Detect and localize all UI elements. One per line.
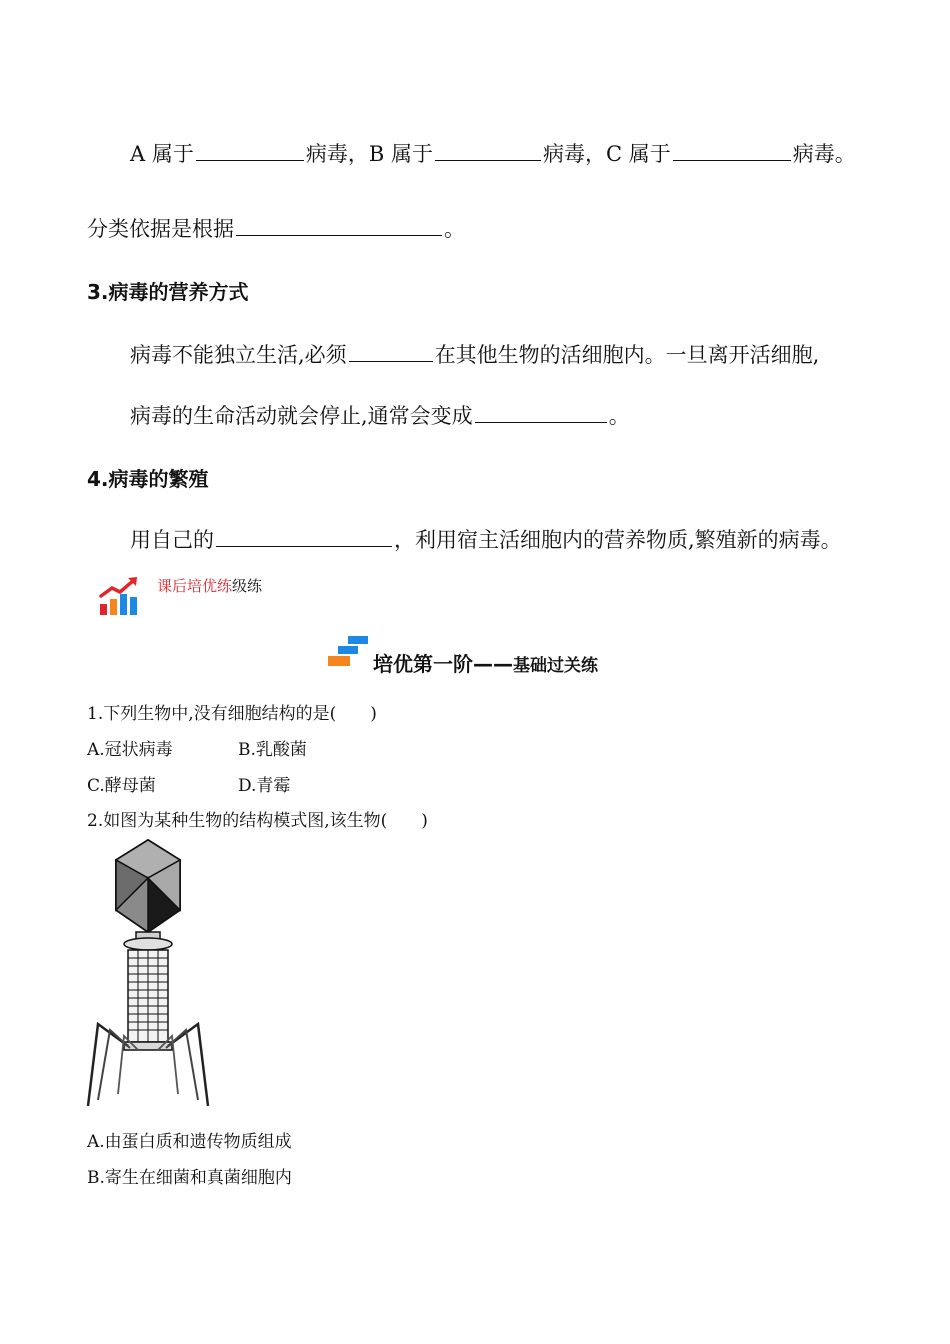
- question-2: 2.如图为某种生物的结构模式图,该生物( ): [87, 811, 428, 831]
- blank-parasite[interactable]: [349, 341, 433, 362]
- fill-line-basis: [87, 213, 465, 243]
- growth-chart-icon: [98, 574, 142, 616]
- blank-crystal[interactable]: [475, 402, 607, 423]
- section-3-line-1: [130, 339, 819, 369]
- label-c: C 属于: [605, 142, 671, 166]
- blank-genetic[interactable]: [216, 526, 392, 547]
- steps-icon: [328, 636, 370, 668]
- s3-l2-suffix: 。: [608, 404, 630, 428]
- q2-option-a[interactable]: A.由蛋白质和遗传物质组成: [87, 1132, 292, 1152]
- basis-label: 分类依据是根据: [87, 217, 234, 241]
- section-3-title: 3.病毒的营养方式: [87, 280, 249, 304]
- s3-l1-prefix: 病毒不能独立生活,必须: [130, 343, 347, 367]
- q1-option-b[interactable]: B.乳酸菌: [238, 740, 307, 760]
- banner-label-red: 课后培优练: [157, 577, 233, 595]
- label-a-suffix: 病毒，: [305, 142, 369, 166]
- blank-b[interactable]: [435, 140, 541, 161]
- stage-title-sub: 基础过关练: [513, 656, 598, 676]
- q1-option-d[interactable]: D.青霉: [238, 776, 291, 796]
- stage-title-main: 培优第一阶——: [373, 652, 513, 676]
- label-b: B 属于: [368, 142, 433, 166]
- label-b-suffix: 病毒，: [542, 142, 606, 166]
- blank-c[interactable]: [673, 140, 791, 161]
- banner-label-black: 级练: [232, 577, 263, 595]
- label-c-suffix: 病毒。: [792, 142, 856, 166]
- section-3-line-2: [130, 400, 630, 430]
- blank-a[interactable]: [196, 140, 304, 161]
- q1-option-a[interactable]: A.冠状病毒: [87, 740, 173, 760]
- basis-suffix: 。: [444, 217, 465, 241]
- question-1: 1.下列生物中,没有细胞结构的是( ): [87, 704, 377, 724]
- s3-l1-suffix: 在其他生物的活细胞内。一旦离开活细胞,: [434, 343, 820, 367]
- section-4-line-1: [130, 524, 842, 554]
- q1-option-c[interactable]: C.酵母菌: [87, 776, 156, 796]
- q2-option-b[interactable]: B.寄生在细菌和真菌细胞内: [87, 1168, 292, 1188]
- stage-title: [373, 648, 598, 677]
- s4-l1-prefix: 用自己的: [130, 528, 214, 552]
- blank-basis[interactable]: [236, 215, 442, 236]
- section-4-title: 4.病毒的繁殖: [87, 467, 209, 491]
- bacteriophage-illustration: [84, 838, 212, 1110]
- s3-l2-prefix: 病毒的生命活动就会停止,通常会变成: [130, 404, 473, 428]
- fill-line-virus-types: [130, 138, 856, 168]
- practice-banner-label: [157, 575, 262, 596]
- label-a: A 属于: [130, 142, 194, 166]
- s4-l1-suffix: ，利用宿主活细胞内的营养物质,繁殖新的病毒。: [394, 528, 842, 552]
